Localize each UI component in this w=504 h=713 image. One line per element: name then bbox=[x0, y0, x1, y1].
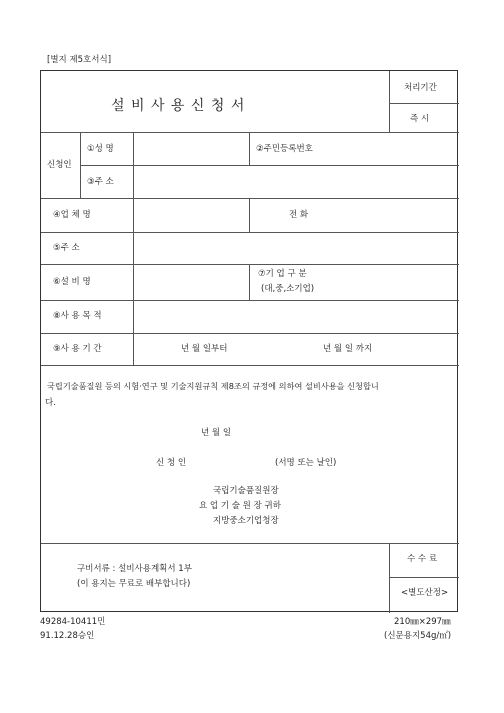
fee-value: <별도산정> bbox=[401, 588, 449, 598]
paper-size: 210㎜×297㎜ bbox=[394, 617, 451, 627]
divider bbox=[389, 71, 390, 132]
divider bbox=[249, 264, 250, 300]
name-label: ①성 명 bbox=[87, 144, 114, 154]
free-distribution-note: (이 용지는 무료로 배부합니다) bbox=[77, 579, 191, 589]
divider bbox=[41, 198, 459, 199]
paper-type: (신문용지54g/㎡) bbox=[384, 631, 452, 641]
divider bbox=[41, 232, 459, 233]
divider bbox=[249, 132, 250, 165]
divider bbox=[41, 132, 459, 133]
divider bbox=[41, 300, 459, 301]
period-from: 년 월 일부터 bbox=[181, 344, 228, 354]
fee-label: 수 수 료 bbox=[407, 554, 438, 564]
recipient-3: 지방중소기업청장 bbox=[213, 516, 279, 526]
applicant-group-label: 신청인 bbox=[47, 160, 72, 170]
application-form bbox=[40, 70, 458, 612]
period-label: ⑨사 용 기 간 bbox=[53, 344, 102, 354]
divider bbox=[80, 132, 81, 198]
purpose-label: ⑧사 용 목 적 bbox=[53, 311, 102, 321]
approval-date: 91.12.28승인 bbox=[40, 631, 95, 641]
statement-line-1: 국립기술품질원 등의 시험·연구 및 기술지원규칙 제8조의 규정에 의하여 설비사용을 신청합니 bbox=[47, 381, 379, 391]
company-type-sub-label: (대,중,소기업) bbox=[261, 284, 315, 294]
period-to: 년 월 일 까지 bbox=[323, 344, 373, 354]
phone-label: 전 화 bbox=[289, 210, 309, 220]
divider bbox=[41, 365, 459, 366]
address-label: ③주 소 bbox=[87, 177, 114, 187]
company-type-label: ⑦기 업 구 분 bbox=[258, 269, 307, 279]
divider bbox=[389, 103, 459, 104]
divider bbox=[249, 198, 250, 232]
form-code: 49284-10411민 bbox=[40, 617, 106, 627]
divider bbox=[80, 165, 459, 166]
divider bbox=[41, 264, 459, 265]
signature-label: 신 청 인 bbox=[156, 458, 187, 468]
divider bbox=[389, 543, 390, 613]
company-name-label: ④업 체 명 bbox=[53, 210, 91, 220]
equipment-name-label: ⑥설 비 명 bbox=[53, 277, 91, 287]
company-address-label: ⑤주 소 bbox=[53, 243, 80, 253]
signature-note: (서명 또는 날인) bbox=[275, 458, 337, 468]
divider bbox=[41, 543, 459, 544]
recipient-2: 요 업 기 술 원 장 귀하 bbox=[199, 501, 281, 511]
id-number-label: ②주민등록번호 bbox=[256, 144, 313, 154]
recipient-1: 국립기술품질원장 bbox=[213, 486, 279, 496]
processing-value: 즉 시 bbox=[410, 114, 430, 124]
divider bbox=[41, 333, 459, 334]
divider bbox=[389, 577, 459, 578]
form-title: 설 비 사 용 신 청 서 bbox=[111, 98, 246, 114]
required-documents: 구비서류 : 설비사용계획서 1부 bbox=[77, 564, 192, 574]
application-date: 년 월 일 bbox=[201, 428, 232, 438]
form-number-label: [별지 제5호서식] bbox=[47, 55, 112, 65]
divider bbox=[133, 132, 134, 365]
processing-label: 처리기간 bbox=[404, 83, 437, 93]
statement-line-2: 다. bbox=[45, 398, 56, 408]
